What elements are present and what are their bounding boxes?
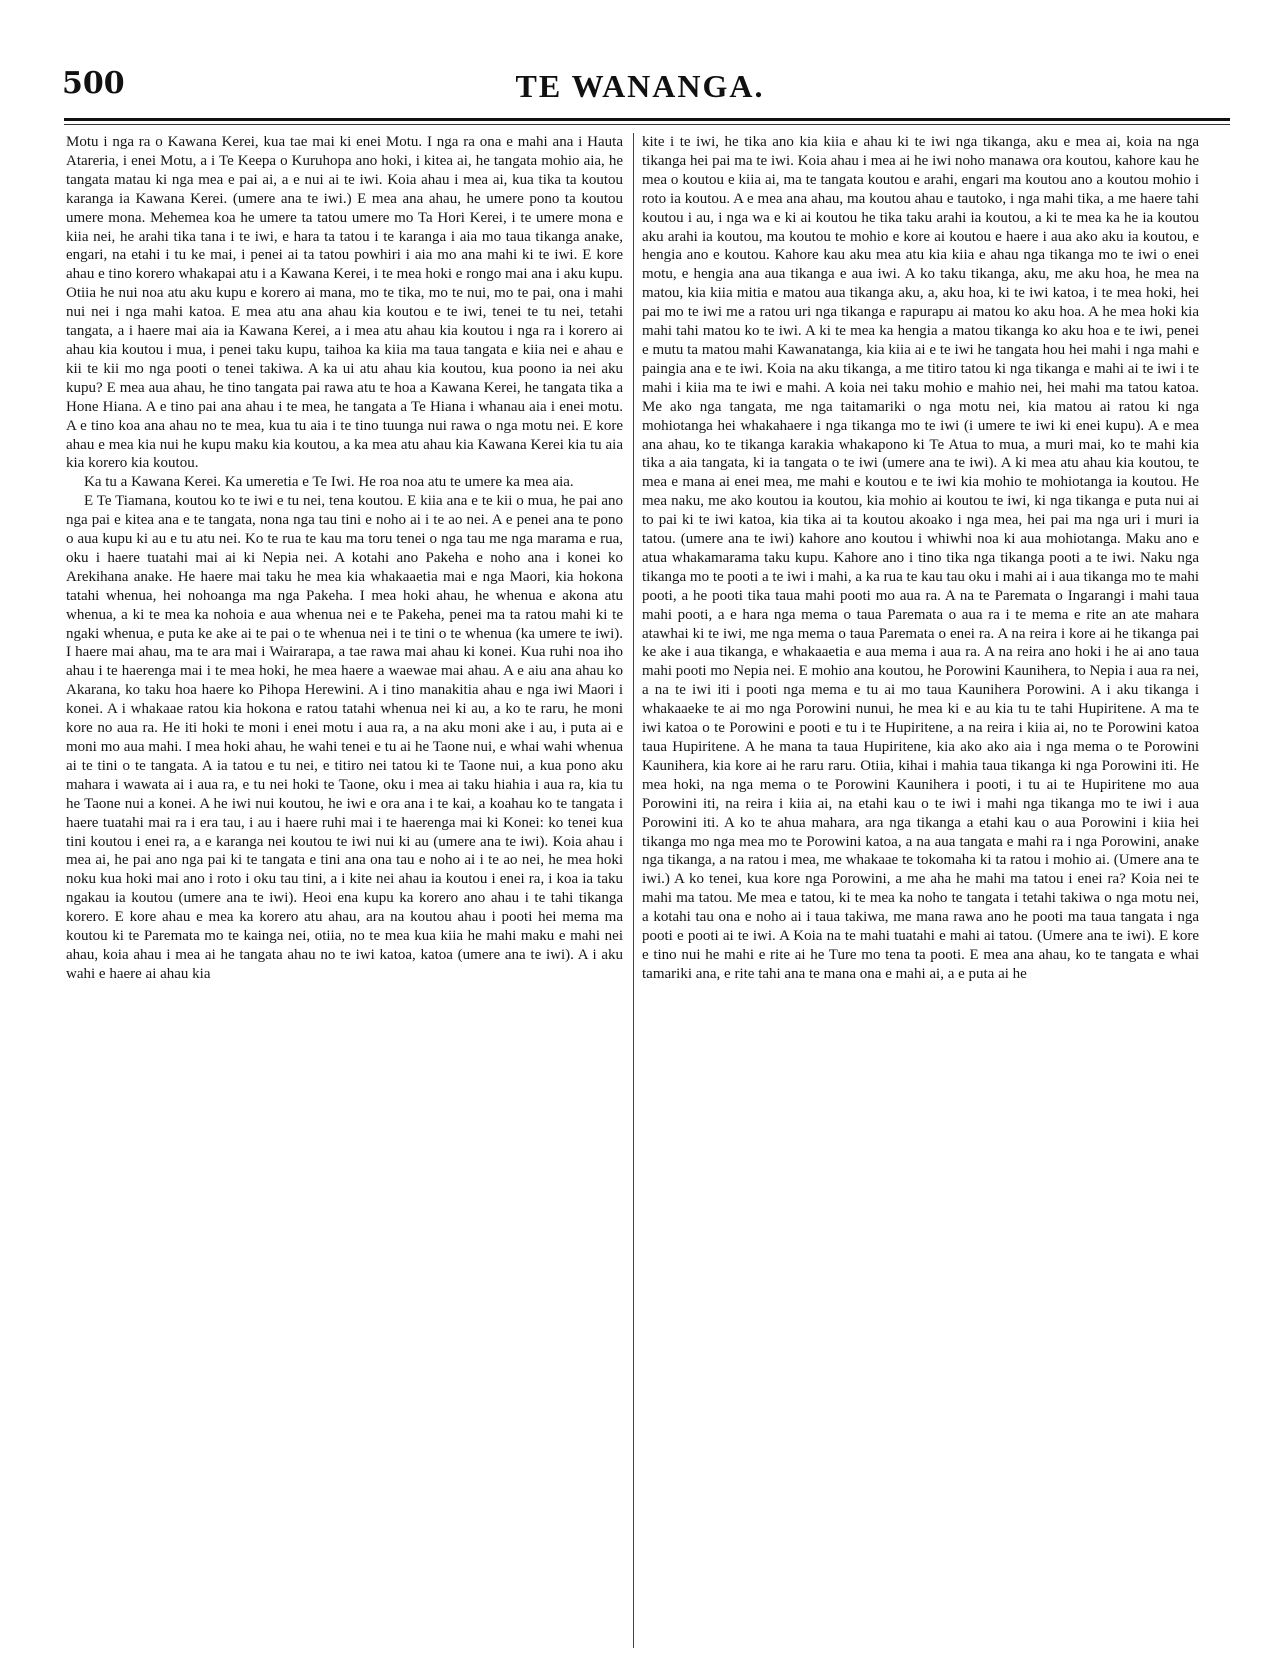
- paragraph: Ka tu a Kawana Kerei. Ka umeretia e Te Iwi. He roa noa atu te umere ka mea aia.: [84, 474, 574, 491]
- paragraph: Motu i nga ra o Kawana Kerei, kua tae mai ki enei Motu. I nga ra ona e mahi ana i Hauta Atareria, i enei Motu, a i Te Keepa o Kuruhopa ano hoki, i kitea ai, he tangata mohio aia, he tangata matau ki nga mea e pai ai, a e nui ai te iwi. Koia ahau i mea ai, kua tika ta koutou karanga ia Kawana Kerei. (umere ana te iwi.) E mea ana ahau, he umere pono ta koutou umere mona. Mehemea koa he umere ta tatou umere mo Ta Hori Kerei, i te umere mona e kiia nei, he arahi tika tana i te iwi, e hara ta tatou i te karanga i aia mo taua tikanga anake, engari, na etahi i tu ke mai, i penei ai ta tatou powhiri i aia mo ana mahi ki te iwi. E kore ahau e tino korero whakapai atu i a Kawana Kerei, i te mea hoki e rongo mai ana i aku kupu. Otiia he nui noa atu aku kupu e korero ai mana, mo te tika, mo te nui, mo te pai, ona i mahi nui nei i nga mahi katoa. E mea atu ana ahau kia koutou e te iwi, tenei te tu nei, tetahi tangata, a i haere mai aia ia Kawana Kerei, a i mea atu ahau kia koutou i nga ra i korero ai ahau kia koutou i mua, i penei taku kupu, taihoa ka kiia ma taua tangata e kiia nei e ahau e kii te kii mo nga pooti o tenei takiwa. A ka ui atu ahau kia koutou, kua poono ia nei aku kupu? E mea aua ahau, he tino tangata pai rawa atu te hoa a Kawana Kerei, he tangata tika a Hone Hiana. A e tino pai ana ahau i te mea, he tangata a Te Hiana i whanau aia i enei motu. A e tino koa ana ahau no te mea, kua tu aia i te tino tuunga nui rawa o nga motu nei. E kore ahau e mea kia nui he kupu maku kia koutou, a ka mea atu ahau kia Kawana Kerei kia tu aia kia korero kia koutou.: [66, 134, 623, 472]
- column-divider: [633, 133, 634, 1648]
- left-column: [66, 133, 623, 1653]
- header-rule-thin: [64, 124, 1230, 125]
- paragraph: E Te Tiamana, koutou ko te iwi e tu nei, tena koutou. E kiia ana e te kii o mua, he pai ano nga pai e kitea ana e te tangata, nona nga tau tini e noho ai i te ao nei. A e penei ana te pono o aua kupu ki au e tu atu nei. Ko te rua te kau ma toru tenei o nga tau me nga marama e rua, oku i haere tuatahi mai ai ki Nepia nei. A kotahi ano Pakeha e noho ana i konei ko Arekihana anake. He haere mai taku he mea kia whakaaetia mai e nga Maori, kia hokona tatahi whenua, hei nohoanga ma nga Pakeha. I mea hoki ahau, he whenua e akona atu whenua, a ki te mea ka nohoia e aua whenua nei e te Pakeha, penei ma ta ratou mahi ki te ngaki whenua, e puta ke ake ai te pai o te whenua nei i te tini o te whenua (ka umere te iwi). I haere mai ahau, ma te ara mai i Wairarapa, a tae rawa mai ahau ki konei. Kua ruhi noa iho ahau i te haerenga mai i te mea hoki, he mea haere a waewae mai ahau. A e aiu ana ahau ko Akarana, ko taku hoa haere ko Pihopa Herewini. A i tino manakitia ahau e nga iwi Maori i konei. A i whakaae ratou kia hokona e ratou tatahi whenua nei ki au, a ko te raru, he moni kore no aua ra. He iti hoki te moni i enei motu i aua ra, a na aku moni ake i au, i puta ai e moni mo aua mahi. I mea hoki ahau, he wahi tenei e tu ai he Taone nui, e whai wahi whenua ai te tini o te tangata. A ia tatou e tu nei, e titiro nei tatou ki te Taone nui, a kua pono aku mahara i wawata ai i aua ra, e tu nei hoki te Taone, oku i mea ai taku hiahia i aua ra, kia tu he Taone nui a konei. A he iwi nui koutou, he iwi e ora ana i te kai, a koahau ko te tangata i haere tuatahi mai ra i era tau, i au i haere ruhi mai i te haerenga mai ki Konei: ko tenei kua tini koutou i enei ra, a e karanga nei koutou te iwi nui ki au (umere ana te iwi). Koia ahau i mea ai, he pai ano nga pai ki te tangata e tini ana ona tau e noho ai i te ao nei, he mea hoki noku kua hoki mai ano i roto i oku tau tini, a i kite nei ahau ia koutou i enei ra, i koa ia taku ngakau ia koutou (umere ana te iwi). Heoi ena kupu ka korero ano ahau i te tahi tikanga korero. E kore ahau e mea ka korero atu ahau, ara na koutou ahau i pooti hei mema ma koutou ki te Paremata mo te kainga nei, otiia, no te mea kua kiia he mahi maku e mahi nei ahau, koia ahau i mea ai he tangata ahau no te iwi katoa, katoa (umere ana te iwi). A i aku wahi e haere ai ahau kia: [66, 493, 623, 982]
- header-rule-thick: [64, 118, 1230, 121]
- page-title: TE WANANGA.: [515, 68, 765, 104]
- paragraph: kite i te iwi, he tika ano kia kiia e ahau ki te iwi nga tikanga, aku e mea ai, koia na nga tikanga hei pai ma te iwi. Koia ahau i mea ai he iwi noho manawa ora koutou, kahore kau he mea o koutou e kiia ai, ma te tangata koutou e arahi, engari ma koutou ano a koutou mohio i roto ia koutou. A e mea ana ahau, ma koutou ahau e tautoko, i nga mahi tika, a me haere tahi koutou i au, i nga wa e ki ai koutou he tika taku arahi ia koutou, a ki te mea ka he ia koutou aku arahi ia koutou, ma koutou te mohio e kore ai koutou e haere i aua ako aku ia koutou, e hengia ano e koutou. Kahore kau aku mea atu kia kiia e ahau nga tikanga mo te iwi o enei motu, e hengia ana aua tikanga e aua iwi. A ko taku tikanga, aku, me aku hoa, he mea na matou, kia kiia mitia e matou aua tikanga aku, a, aku hoa, ki te iwi katoa, i te mea hoki, hei pai mo te iwi me a ratou uri nga tikanga e rapurapu ai matou ko aku hoa. A he mea hoki kia mahi tahi matou ko te iwi. A ki te mea ka hengia a matou tikanga ko aku hoa e te iwi, penei e mutu ta matou mahi Kawanatanga, kia kiia ai e te iwi he tangata hou hei mahi i nga mahi e paingia ana e te iwi. Koia na aku tikanga, a me titiro tatou ki nga tikanga e mahi ai te iwi i te mahi i kiia ma te iwi e mahi. A koia nei taku mohio e mahio nei, hei mahi ma tatou katoa. Me ako nga tangata, me nga taitamariki o nga motu nei, kia matou ai ratou ki nga mohiotanga hei whakahaere i nga tikanga mo te iwi (i umere te iwi ki enei kupu). A e mea ana ahau, ko te tikanga karakia whakapono ki Te Atua to mua, a muri mai, ko te mahi kia tika a aia tangata, ki ia tangata o te iwi (umere ana te iwi). A ki mea atu ahau kia koutou, te mea e mana ai enei mea, me mahi e koutou e te iwi kia mohio te mohiotanga ia koutou. He mea naku, me ako koutou ia koutou, kia mohio ai koutou te iwi, ki nga tikanga e puta nui ai to pai ki te iwi katoa, kia tika ai ta koutou akoako i nga mea, hei pai ma nga uri i muri ia tatou. (umere ana te iwi) kahore ano koutou i whiwhi noa ki aua mohiotanga. Maku ano e atua whakamarama taku kupu. Kahore ano i tino tika nga tikanga pooti a te iwi. Naku nga tikanga mo te pooti a te iwi i mahi, a ka rua te kau tau oku i mahi ai i aua tikanga mo te mahi pooti, a he pooti tika taua mahi pooti mo aua ra. A na te Paremata o Ingarangi i mahi taua mahi pooti, a e hara nga mema o taua Paremata o aua ra i te mema e rite an ate mahara atawhai ki te iwi, me nga mema o taua Paremata o enei ra. A na reira i kore ai he tikanga pai ke ake i aua tikanga, e whakaaetia e aua mema i aua ra. A na reira ano hoki i he ai ano taua mahi pooti mo Nepia nei. E mohio ana koutou, he Porowini Kaunihera, to Nepia i aua ra nei, a na te iwi iti i pooti nga mema e tu ai mo taua Kaunihera Porowini. A i aku tikanga i whakaaeke te ai mo nga Porowini nunui, he mea ki e au kia tu te tahi Hupiritene. A ma te iwi katoa o te Porowini e pooti e tu i te Hupiritene, a na reira i kiia ai, no te Porowini katoa taua Hupiritene. A he mana ta taua Hupiritene, kia ako ako aia i nga mema o te Porowini Kaunihera, kia kore ai he raru raru. Otiia, kihai i mahia taua tikanga ki nga Porowini iti. He mea hoki, na nga mema o te Porowini Kaunihera i pooti, i tu ai te Hupiritene mo aua Porowini iti, na reira i kiia ai, na etahi kau o te iwi i mahi nga tikanga mo te iwi i aua Porowini iti. A ko te ahua mahara, ara nga tikanga a etahi kau o aua Porowini i kiia hei tikanga mo nga mea mo te Porowini katoa, a na aua tangata e mahi ra i nga Porowini, anake nga tikanga, a na ratou i mea, me whakaae te tokomaha ki ta ratou i mohio ai. (Umere ana te iwi.) A ko tenei, kua kore nga Porowini, a me aha he mahi ma tatou i enei ra? Koia nei te mahi ma tatou. Me mea e tatou, ki te mea ka noho te tangata i tetahi takiwa o nga motu nei, a kotahi tau ona e noho ai i taua takiwa, me mana rawa ano he pooti ma taua tangata i nga pooti e pooti ai te iwi. A Koia na te mahi tuatahi e mahi ai tatou. (Umere ana te iwi). E kore e tino nui he mahi e rite ai he Ture mo tena ta pooti. E mea ana ahau, ko te tangata e whai tamariki ana, e rite tahi ana te mana ona e mahi ai, a e puta ai he: [642, 134, 1199, 982]
- page-number: 500: [62, 66, 125, 101]
- right-column: [642, 133, 1199, 1653]
